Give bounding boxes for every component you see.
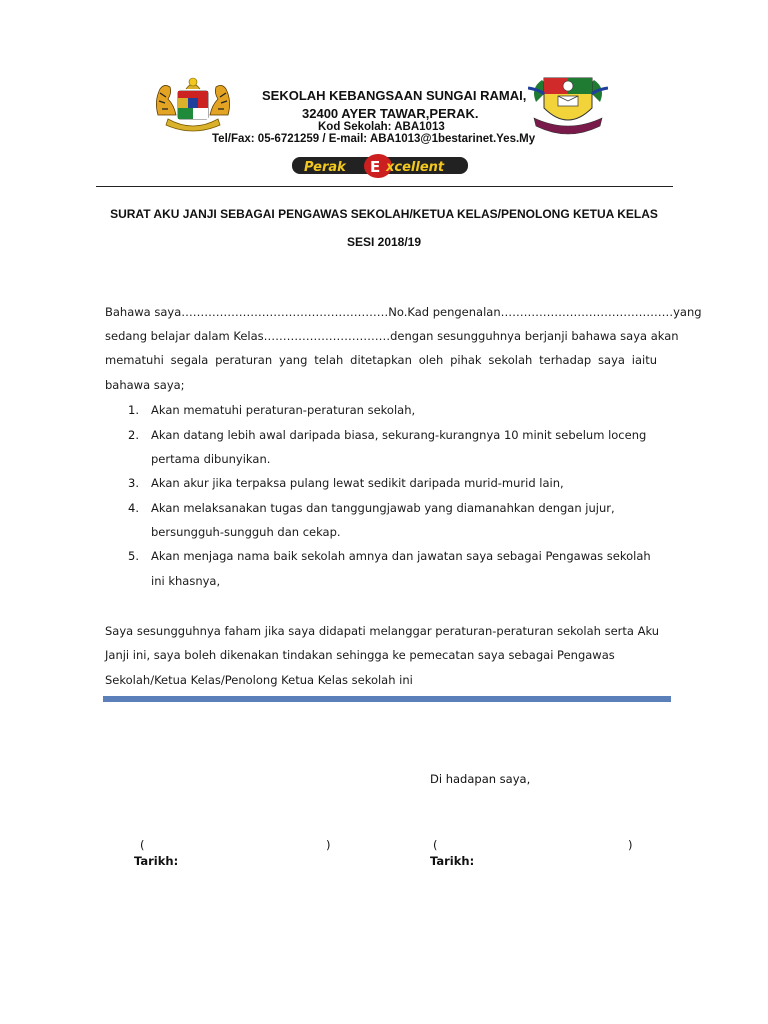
school-code: Kod Sekolah: ABA1013 <box>318 121 445 133</box>
document-session: SESI 2018/19 <box>346 235 422 249</box>
perak-excellent-banner-logo <box>290 152 470 180</box>
list-number: 5. <box>128 549 139 563</box>
list-item-continuation: ini khasnya, <box>151 574 221 588</box>
header-divider <box>96 186 673 187</box>
list-number: 2. <box>128 428 139 442</box>
intro-line-3: mematuhi segala peraturan yang telah ditetapkan oleh pihak sekolah terhadap saya iaitu <box>105 353 657 367</box>
intro-line-1: Bahawa saya………………………………………………No.Kad pengenalan………………………………………yang <box>105 305 702 319</box>
closing-line-1: Saya sesungguhnya faham jika saya didapati melanggar peraturan-peraturan sekolah serta Aku <box>105 624 660 638</box>
signature-paren-close-right: ) <box>628 838 633 852</box>
list-item: Akan akur jika terpaksa pulang lewat sedikit daripada murid-murid lain, <box>151 476 564 490</box>
signature-paren-close-left: ) <box>326 838 331 852</box>
malaysia-coat-of-arms-icon <box>150 75 236 137</box>
school-crest-icon <box>528 68 608 142</box>
date-label-right: Tarikh: <box>430 854 475 868</box>
list-item: Akan mematuhi peraturan-peraturan sekolah, <box>151 403 416 417</box>
svg-text:E: E <box>370 158 381 176</box>
school-name: SEKOLAH KEBANGSAAN SUNGAI RAMAI, <box>262 88 527 103</box>
document-title: SURAT AKU JANJI SEBAGAI PENGAWAS SEKOLAH/KETUA KELAS/PENOLONG KETUA KELAS <box>110 207 658 221</box>
list-item: Akan datang lebih awal daripada biasa, sekurang-kurangnya 10 minit sebelum loceng <box>151 428 647 442</box>
closing-line-2: Janji ini, saya boleh dikenakan tindakan sehingga ke pemecatan saya sebagai Pengawas <box>105 648 615 662</box>
school-address: 32400 AYER TAWAR,PERAK. <box>302 106 479 121</box>
date-label-left: Tarikh: <box>134 854 179 868</box>
school-contact: Tel/Fax: 05-6721259 / E-mail: ABA1013@1bestarinet.Yes.My <box>212 133 536 145</box>
svg-text:xcellent: xcellent <box>386 160 445 175</box>
list-item: Akan melaksanakan tugas dan tanggungjawab yang diamanahkan dengan jujur, <box>151 501 615 515</box>
signature-paren-open-left: ( <box>140 838 145 852</box>
list-item-continuation: pertama dibunyikan. <box>151 452 271 466</box>
witness-label: Di hadapan saya, <box>430 772 531 786</box>
list-item-continuation: bersungguh-sungguh dan cekap. <box>151 525 341 539</box>
list-item: Akan menjaga nama baik sekolah amnya dan jawatan saya sebagai Pengawas sekolah <box>151 549 651 563</box>
section-divider-bar <box>103 696 671 702</box>
signature-paren-open-right: ( <box>433 838 438 852</box>
intro-line-4: bahawa saya; <box>105 378 185 392</box>
closing-line-3: Sekolah/Ketua Kelas/Penolong Ketua Kelas sekolah ini <box>105 673 413 687</box>
list-number: 4. <box>128 501 139 515</box>
list-number: 1. <box>128 403 139 417</box>
svg-text:Perak: Perak <box>304 160 346 175</box>
list-number: 3. <box>128 476 139 490</box>
intro-line-2: sedang belajar dalam Kelas……………………………dengan sesungguhnya berjanji bahawa saya akan <box>105 329 679 343</box>
